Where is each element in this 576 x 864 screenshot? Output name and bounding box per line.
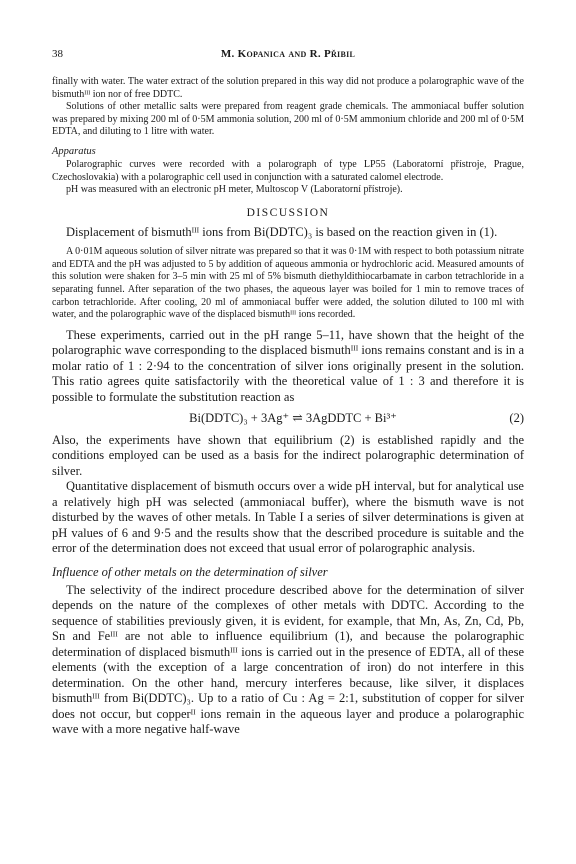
running-title: M. Kopanica and R. Přibil [220, 48, 356, 60]
discussion-paragraph-4: Also, the experiments have shown that equilibrium (2) is established rapidly and the conditions employed can be used as a basis for the indirect polarographic determination of silver. [52, 432, 524, 478]
influence-heading: Influence of other metals on the determination of silver [52, 564, 328, 579]
discussion-paragraph-1: Displacement of bismuthᴵᴵᴵ ions from Bi(DDTC)₃ is based on the reaction given in (1). [66, 224, 498, 239]
procedure-paragraph: A 0·01M aqueous solution of silver nitrate was prepared so that it was 0·1M with respect to both potassium nitrate and EDTA and the pH was adjusted to 5 by addition of aqueous ammonia or hydrochloric acid. Measured amounts of this solution were shaken for 3–5 min with 25 ml of 5% bismuth diethyldithiocarbamate in carbon tetrachloride in a separating funnel. After separation of the two phases, the aqueous layer was boiled for 1 min to remove traces of carbon tetrachloride. After cooling, 20 ml of ammoniacal buffer were added, the solution diluted to 100 ml with water, and the polarographic wave of the displaced bismuthᴵᴵᴵ ions recorded. [52, 246, 524, 321]
reaction-equation [52, 411, 524, 427]
influence-paragraph-1: The selectivity of the indirect procedure described above for the determination of silver depends on the nature of the complexes of other metals with DDTC. According to the sequence of stabilities previously given, it is evident, for example, that Mn, As, Zn, Cd, Pb, Sn and Feᴵᴵᴵ are not able to influence equilibrium (1), and because the polarographic determination of displaced bismuthᴵᴵᴵ ions is carried out in the presence of EDTA, all of these elements (with the exception of a large concentration of iron) do not interfere in this determination. On the other hand, mercury interferes because, like silver, it displaces bismuthᴵᴵᴵ from Bi(DDTC)₃. Up to a ratio of Cu : Ag = 2:1, substitution of copper for silver does not occur, but copperᴵᴵ ions remain in the aqueous layer and produce a polarographic wave with a more negative half-wave [52, 582, 524, 737]
apparatus-paragraph-1: Polarographic curves were recorded with a polarograph of type LP55 (Laboratorní přístroje, Prague, Czechoslovakia) with a polarographic cell used in conjunction with a saturated calomel electrode. [52, 158, 524, 183]
equation-text: Bi(DDTC)₃ + 3Ag⁺ ⇌ 3AgDDTC + Bi³⁺ [189, 411, 397, 426]
intro-paragraph-2: Solutions of other metallic salts were prepared from reagent grade chemicals. The ammoniacal buffer solution was prepared by mixing 200 ml of 0·5M ammonia solution, 200 ml of 0·5M ammonium chloride and 200 ml of 0·5M EDTA, and diluting to 1 litre with water. [52, 101, 524, 138]
page-header [52, 48, 524, 66]
page-number: 38 [52, 48, 63, 60]
equation-number: (2) [509, 411, 524, 426]
discussion-paragraph-5: Quantitative displacement of bismuth occurs over a wide pH interval, but for analytical use a relatively high pH was selected (ammoniacal buffer), where the bismuth wave is not disturbed by the waves of other metals. In Table I a series of silver determinations is given at pH values of 6 and 9·5 and the results show that the described procedure is suitable and the error of the determination does not exceed that usual error of polarographic analysis. [52, 479, 524, 556]
apparatus-paragraph-2: pH was measured with an electronic pH meter, Multoscop V (Laboratorní přístroje). [66, 184, 403, 196]
apparatus-heading: Apparatus [52, 145, 96, 157]
discussion-heading: DISCUSSION [246, 206, 330, 219]
discussion-paragraph-3: These experiments, carried out in the pH range 5–11, have shown that the height of the polarographic wave corresponding to the displaced bismuthᴵᴵᴵ ions remains constant and is in a molar ratio of 1 : 2·94 to the concentration of silver ions originally present in the solution. This ratio agrees quite satisfactorily with the theoretical value of 1 : 3 and therefore it is possible to formulate the substitution reaction as [52, 327, 524, 404]
intro-paragraph-1: finally with water. The water extract of the solution prepared in this way did not produce a polarographic wave of the bismuthᴵᴵᴵ ion nor of free DDTC. [52, 76, 524, 100]
